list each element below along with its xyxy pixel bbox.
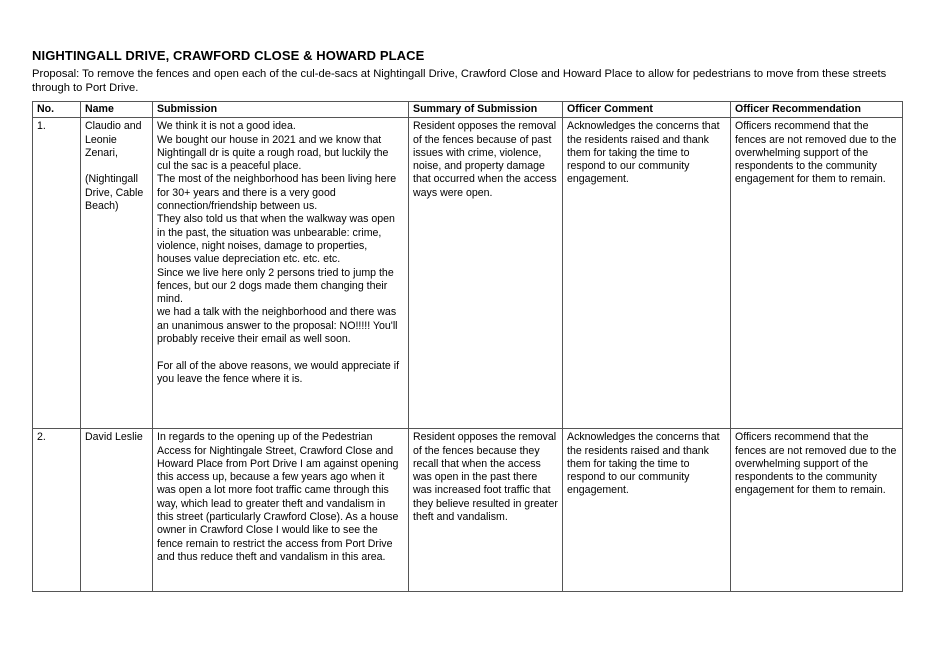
header-name: Name	[81, 102, 153, 118]
cell-officer-recommendation: Officers recommend that the fences are not removed due to the overwhelming support of the respondents to the community engagement for them to remain.	[731, 429, 903, 592]
table-row	[33, 118, 903, 429]
document-page	[32, 48, 902, 592]
proposal-text: Proposal: To remove the fences and open each of the cul-de-sacs at Nightingall Drive, Crawford Close and Howard Place to allow for pedestrians to move from these streets through to Port Drive.	[32, 68, 887, 94]
header-summary: Summary of Submission	[409, 102, 563, 118]
cell-name: Claudio and Leonie Zenari, (Nightingall Drive, Cable Beach)	[81, 118, 153, 429]
header-officer-comment: Officer Comment	[563, 102, 731, 118]
cell-summary: Resident opposes the removal of the fences because they recall that when the access was open in the past there was increased foot traffic that they believe resulted in greater theft and vandalism.	[409, 429, 563, 592]
submissions-table	[32, 101, 903, 592]
cell-officer-recommendation: Officers recommend that the fences are not removed due to the overwhelming support of the respondents to the community engagement for them to remain.	[731, 118, 903, 429]
table-row	[33, 429, 903, 592]
cell-submission: We think it is not a good idea. We bought our house in 2021 and we know that Nightingall dr is quite a rough road, but luckily the cul the sac is a peaceful place. The most of the neighborhood has been living here for 30+ years and there is a very good connection/friendship between us. They also told us that when the walkway was open in the past, the situation was unbearable: crime, violence, night noises, damage to properties, houses value depreciation etc. etc. etc. Since we live here only 2 persons tried to jump the fences, but our 2 dogs made them changing their mind. we had a talk with the neighborhood and there was an unanimous answer to the proposal: NO!!!!! You'll probably receive their email as well soon. For all of the above reasons, we would appreciate if you leave the fence where it is.	[153, 118, 409, 429]
table-header-row	[33, 102, 903, 118]
header-no: No.	[33, 102, 81, 118]
cell-officer-comment: Acknowledges the concerns that the residents raised and thank them for taking the time to respond to our community engagement.	[563, 118, 731, 429]
document-title: NIGHTINGALL DRIVE, CRAWFORD CLOSE & HOWARD PLACE	[32, 48, 425, 63]
cell-summary: Resident opposes the removal of the fences because of past issues with crime, violence, noise, and property damage that occurred when the access ways were open.	[409, 118, 563, 429]
header-submission: Submission	[153, 102, 409, 118]
header-officer-recommendation: Officer Recommendation	[731, 102, 903, 118]
cell-officer-comment: Acknowledges the concerns that the residents raised and thank them for taking the time to respond to our community engagement.	[563, 429, 731, 592]
cell-no: 1.	[33, 118, 81, 429]
cell-name: David Leslie	[81, 429, 153, 592]
cell-submission: In regards to the opening up of the Pedestrian Access for Nightingale Street, Crawford Close and Howard Place from Port Drive I am against opening this access up, because a few years ago when it was open a lot more foot traffic came through this way, which lead to greater theft and vandalism in this street (particularly Crawford Close). As a house owner in Crawford Close I would like to see the fence remain to restrict the access from Port Drive and thus reduce theft and vandalism in this area.	[153, 429, 409, 592]
cell-no: 2.	[33, 429, 81, 592]
